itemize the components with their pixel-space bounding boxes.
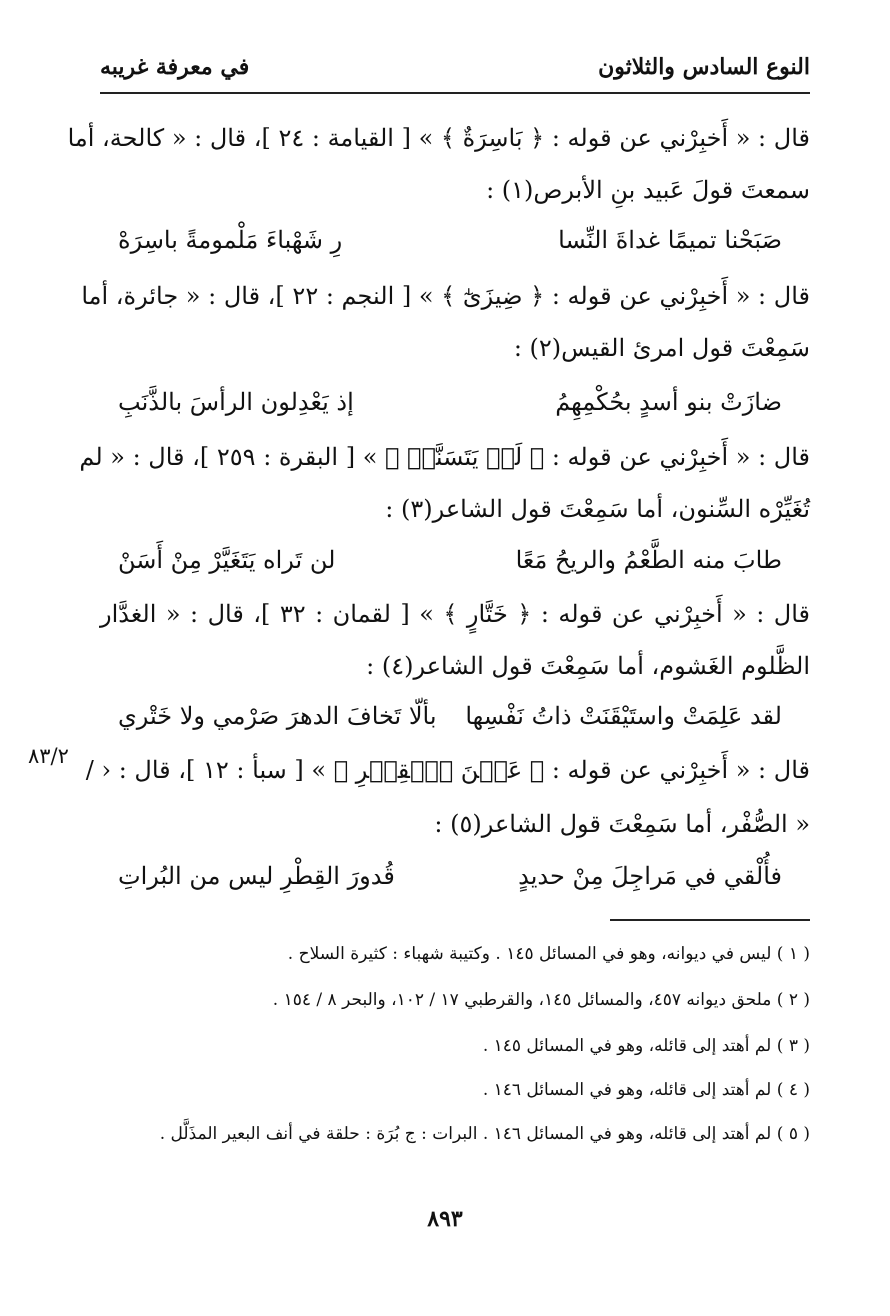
verse-second-hemistich: إذ يَعْدِلون الرأسَ بالذَّنَبِ [118,388,354,416]
verse [110,388,810,424]
running-header [100,48,810,94]
verse-second-hemistich: قُدورَ القِطْرِ ليس من البُراتِ [118,862,395,890]
footnote: ( ٥ ) لم أهتد إلى قائله، وهو في المسائل ١٤٦ . البرات : ج بُرَة : حلقة في أنف البعير المذَلَّل . [159,1124,810,1144]
footnote: ( ٢ ) ملحق ديوانه ٤٥٧، والمسائل ١٤٥، والقرطبي ١٧ / ١٠٢، والبحر ٨ / ١٥٤ . [272,990,810,1010]
verse-first-hemistich: لقد عَلِمَتْ واستَيْقَنَتْ ذاتُ نَفْسِها [465,702,782,730]
body-line: قال : « أَخبِرْني عن قوله : ﴿ ضِيزَىٰٓ ﴾ » [ النجم : ٢٢ ]، قال : « جائرة، أما [81,282,810,310]
body-line: قال : « أَخبِرْني عن قوله : ﴿ خَتَّارٍ ﴾ » [ لقمان : ٣٢ ]، قال : « الغدَّار [100,600,810,628]
verse [110,862,810,898]
page-number: ٨٩٣ [427,1206,463,1232]
footnote-separator [610,919,810,921]
footnote: ( ١ ) ليس في ديوانه، وهو في المسائل ١٤٥ . وكتيبة شهباء : كثيرة السلاح . [287,944,810,964]
verse [110,226,810,262]
verse-first-hemistich: ضازَتْ بنو أسدٍ بحُكْمِهِمُ [555,388,782,416]
verse-second-hemistich: لن تَراه يَتَغَيَّرْ مِنْ أَسَنْ [118,546,336,574]
body-line: سمعتَ قولَ عَبيد بنِ الأبرص(١) : [486,176,810,204]
footnote: ( ٤ ) لم أهتد إلى قائله، وهو في المسائل ١٤٦ . [482,1080,810,1100]
page-reference: ٨٣/٢ [28,744,69,768]
body-line: تُغَيِّرْه السِّنون، أما سَمِعْتَ قول الشاعر(٣) : [385,495,810,523]
chapter-title: النوع السادس والثلاثون [598,54,810,80]
section-title: في معرفة غريبه [100,54,250,80]
verse [110,702,810,738]
body-line: قال : « أَخبِرْني عن قوله : ﴿ عَيۡنَ ٱلۡقِطۡرِ ﴾ » [ سبأ : ١٢ ]، قال : ‹ / [85,756,810,784]
body-line: الظَّلوم الغَشوم، أما سَمِعْتَ قول الشاعر(٤) : [366,652,810,680]
body-line: سَمِعْتَ قول امرئ القيس(٢) : [513,334,810,362]
body-line: « الصُّفْر، أما سَمِعْتَ قول الشاعر(٥) : [434,810,810,838]
verse-second-hemistich: رِ شَهْباءَ مَلْمومةً باسِرَهْ [118,226,343,254]
verse-first-hemistich: صَبَحْنا تميمًا غداةَ النِّسا [558,226,782,254]
verse [110,546,810,582]
body-line: قال : « أَخبِرْني عن قوله : ﴿ لَمۡ يَتَسَنَّهۡ ﴾ » [ البقرة : ٢٥٩ ]، قال : « لم [79,443,810,471]
verse-first-hemistich: فأُلْقي في مَراجِلَ مِنْ حديدٍ [518,862,782,890]
verse-first-hemistich: طابَ منه الطَّعْمُ والريحُ مَعًا [515,546,782,574]
body-line: قال : « أَخبِرْني عن قوله : ﴿ بَاسِرَةٌ ﴾ » [ القيامة : ٢٤ ]، قال : « كالحة، أما [67,124,810,152]
footnote: ( ٣ ) لم أهتد إلى قائله، وهو في المسائل ١٤٥ . [482,1036,810,1056]
verse-second-hemistich: بألّا تَخافَ الدهرَ صَرْمي ولا خَتْري [118,702,437,730]
